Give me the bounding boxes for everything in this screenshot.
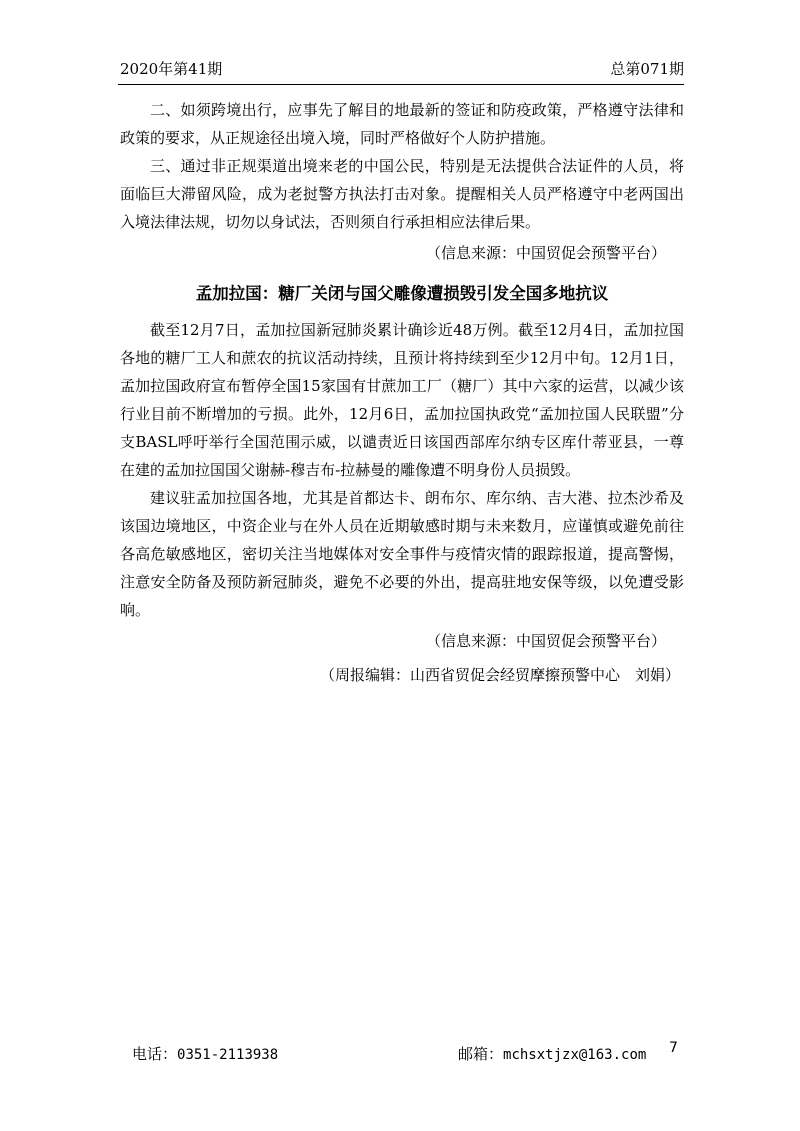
source-note: （信息来源：中国贸促会预警平台） [425, 632, 666, 650]
email-label: 邮箱： [458, 1045, 504, 1063]
section-title: 孟加拉国：糖厂关闭与国父雕像遭损毁引发全国多地抗议 [195, 284, 609, 303]
paragraph-travel-advice: 二、如须跨境出行，应事先了解目的地最新的签证和防疫政策，严格遵守法律和政策的要求，从正规途径出境入境，同时严格做好个人防护措施。 [120, 101, 684, 147]
page-number: 7 [669, 1040, 678, 1056]
editor-note: （周报编辑：山西省贸促会经贸摩擦预警中心 刘娟） [319, 666, 680, 684]
page-header [120, 54, 684, 84]
paragraph-bangladesh-protests: 截至12月7日，孟加拉国新冠肺炎累计确诊近48万例。截至12月4日，孟加拉国各地的糖厂工人和蔗农的抗议活动持续，且预计将持续到至少12月中旬。12月1日，孟加拉国政府宣布暂停全国15家国有甘蔗加工厂（糖厂）其中六家的运营，以减少该行业目前不断增加的亏损。此外，12月6日，孟加拉国执政党“孟加拉国人民联盟”分支BASL呼吁举行全国范围示威，以谴责近日该国西部库尔纳专区库什蒂亚县，一尊在建的孟加拉国国父谢赫-穆吉布-拉赫曼的雕像遭不明身份人员损毁。 [120, 321, 684, 479]
header-divider [118, 84, 684, 85]
issue-number: 2020年第41期 [120, 60, 223, 78]
source-note: （信息来源：中国贸促会预警平台） [425, 244, 666, 262]
footer-email [458, 1042, 646, 1067]
phone-label: 电话： [132, 1045, 178, 1063]
paragraph-recommendations: 建议驻孟加拉国各地，尤其是首都达卡、朗布尔、库尔纳、吉大港、拉杰沙希及该国边境地区，中资企业与在外人员在近期敏感时期与未来数月，应谨慎或避免前往各高危敏感地区，密切关注当地媒体对安全事件与疫情灾情的跟踪报道，提高警惕，注意安全防备及预防新冠肺炎，避免不必要的外出，提高驻地安保等级，以免遭受影响。 [120, 489, 684, 619]
total-issue-number: 总第071期 [610, 60, 684, 78]
email-address: mchsxtjzx@163.com [503, 1047, 647, 1063]
phone-number: 0351-2113938 [177, 1047, 279, 1063]
document-body [120, 96, 684, 692]
footer-phone [132, 1042, 278, 1067]
paragraph-illegal-entry-warning: 三、通过非正规渠道出境来老的中国公民，特别是无法提供合法证件的人员，将面临巨大滞留风险，成为老挝警方执法打击对象。提醒相关人员严格遵守中老两国出入境法律法规，切勿以身试法，否则须自行承担相应法律后果。 [120, 157, 684, 231]
